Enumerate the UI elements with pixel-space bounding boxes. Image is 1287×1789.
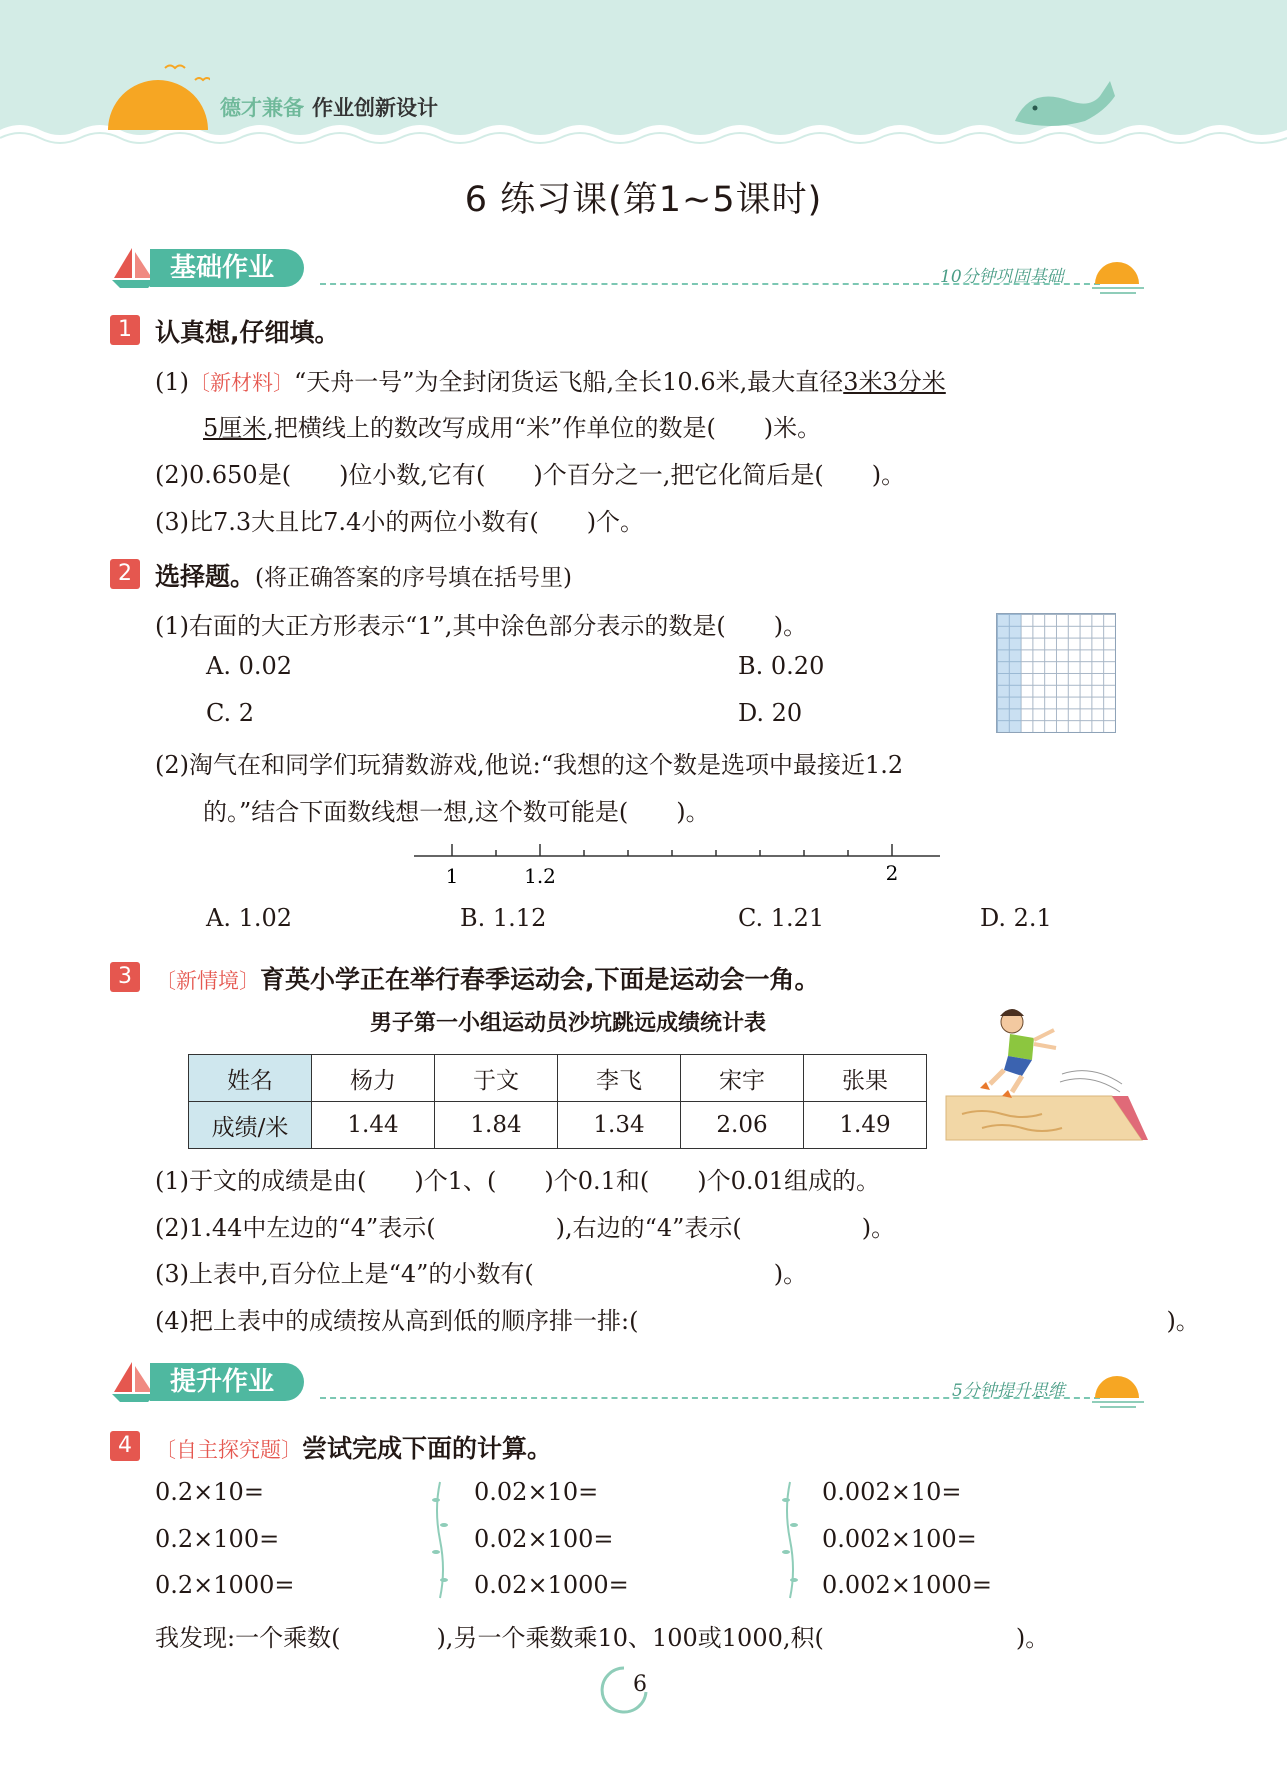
q2-option-c: C. 2 bbox=[206, 699, 255, 727]
calc-item: 0.002×1000= bbox=[822, 1571, 993, 1599]
score-table-title: 男子第一小组运动员沙坑跳远成绩统计表 bbox=[369, 1011, 766, 1036]
table-cell: 成绩/米 bbox=[189, 1102, 312, 1149]
q1-underlined-2: 5厘米 bbox=[203, 414, 267, 442]
sun-icon bbox=[100, 60, 210, 130]
section-advanced-label: 提升作业 bbox=[150, 1363, 304, 1401]
score-table bbox=[188, 1054, 927, 1149]
table-row bbox=[189, 1102, 927, 1149]
q2-part2-option-a: A. 1.02 bbox=[206, 904, 293, 932]
q1-part1-text: “天舟一号”为全封闭货运飞船,全长10.6米,最大直径 bbox=[294, 368, 844, 396]
q1-part2: (2)0.650是( )位小数,它有( )个百分之一,把它化简后是( )。 bbox=[155, 461, 906, 489]
calc-item: 0.02×100= bbox=[474, 1525, 614, 1553]
number-line bbox=[410, 832, 950, 892]
small-sun-icon bbox=[1090, 252, 1146, 296]
calc-item: 0.02×10= bbox=[474, 1478, 599, 1506]
table-cell: 张果 bbox=[804, 1055, 927, 1102]
q1-new-material-tag: 〔新材料〕 bbox=[189, 371, 294, 395]
q2-part2-option-d: D. 2.1 bbox=[980, 904, 1052, 932]
table-cell: 李飞 bbox=[558, 1055, 681, 1102]
calc-item: 0.002×100= bbox=[822, 1525, 977, 1553]
q2-option-d: D. 20 bbox=[738, 699, 803, 727]
number-line-label-1-2: 1.2 bbox=[524, 864, 556, 888]
q3-part1: (1)于文的成绩是由( )个1、( )个0.1和( )个0.01组成的。 bbox=[155, 1167, 881, 1195]
q3-title-text: 育英小学正在举行春季运动会,下面是运动会一角。 bbox=[260, 965, 820, 994]
q4-discovery: 我发现:一个乘数( ),另一个乘数乘10、100或1000,积( )。 bbox=[155, 1624, 1050, 1652]
q4-title-text: 尝试完成下面的计算。 bbox=[302, 1434, 553, 1463]
table-cell: 1.49 bbox=[804, 1102, 927, 1149]
vine-divider-icon bbox=[430, 1480, 450, 1600]
calc-item: 0.2×100= bbox=[155, 1525, 280, 1553]
table-row bbox=[189, 1055, 927, 1102]
q1-part1-prefix: (1) bbox=[155, 368, 189, 396]
small-sun-icon bbox=[1090, 1366, 1146, 1410]
brand-green-text: 德才兼备 bbox=[220, 96, 304, 120]
number-line-label-2: 2 bbox=[885, 861, 899, 885]
q1-part1-ending: ,把横线上的数改写成用“米”作单位的数是( )米。 bbox=[266, 414, 822, 442]
section-basic-label: 基础作业 bbox=[150, 249, 304, 287]
calc-item: 0.02×1000= bbox=[474, 1571, 629, 1599]
question-4-number: 4 bbox=[110, 1431, 140, 1461]
calc-item: 0.2×1000= bbox=[155, 1571, 295, 1599]
q3-part3: (3)上表中,百分位上是“4”的小数有( )。 bbox=[155, 1260, 808, 1288]
long-jump-illustration bbox=[942, 1004, 1148, 1144]
q4-self-explore-tag: 〔自主探究题〕 bbox=[155, 1438, 302, 1462]
page-number: 6 bbox=[633, 1672, 647, 1697]
q2-title-note: (将正确答案的序号填在括号里) bbox=[255, 565, 572, 591]
question-1-title: 认真想,仔细填。 bbox=[155, 318, 340, 347]
table-cell: 1.44 bbox=[312, 1102, 435, 1149]
question-3-title bbox=[155, 960, 820, 996]
question-2-title bbox=[155, 557, 572, 593]
q1-underlined-1: 3米3分米 bbox=[843, 368, 946, 396]
table-cell: 2.06 bbox=[681, 1102, 804, 1149]
question-4-title bbox=[155, 1429, 552, 1465]
table-cell: 姓名 bbox=[189, 1055, 312, 1102]
vine-divider-icon bbox=[780, 1480, 800, 1600]
q1-part1-line2 bbox=[203, 408, 821, 443]
table-cell: 1.84 bbox=[435, 1102, 558, 1149]
table-cell: 宋宇 bbox=[681, 1055, 804, 1102]
q1-part3: (3)比7.3大且比7.4小的两位小数有( )个。 bbox=[155, 508, 645, 536]
table-cell: 杨力 bbox=[312, 1055, 435, 1102]
question-1-number: 1 bbox=[110, 315, 140, 345]
section-basic-timer: 10分钟巩固基础 bbox=[940, 267, 1064, 287]
q3-part2: (2)1.44中左边的“4”表示( ),右边的“4”表示( )。 bbox=[155, 1214, 896, 1242]
q2-part2-line2: 的。”结合下面数线想一想,这个数可能是( )。 bbox=[203, 798, 710, 826]
q2-title-text: 选择题。 bbox=[155, 562, 256, 591]
q3-part4: (4)把上表中的成绩按从高到低的顺序排一排:( )。 bbox=[155, 1307, 1200, 1335]
table-cell: 于文 bbox=[435, 1055, 558, 1102]
q2-part2-option-c: C. 1.21 bbox=[738, 904, 825, 932]
brand bbox=[220, 92, 438, 122]
whale-icon bbox=[1010, 76, 1120, 131]
page-title: 6 练习课(第1~5课时) bbox=[464, 180, 823, 220]
number-line-label-1: 1 bbox=[445, 864, 459, 888]
question-3-number: 3 bbox=[110, 962, 140, 992]
hundred-grid-figure bbox=[996, 613, 1116, 733]
q2-option-a: A. 0.02 bbox=[206, 652, 293, 680]
q2-option-b: B. 0.20 bbox=[738, 652, 825, 680]
q2-part2-line1: (2)淘气在和同学们玩猜数游戏,他说:“我想的这个数是选项中最接近1.2 bbox=[155, 751, 904, 779]
calc-item: 0.002×10= bbox=[822, 1478, 962, 1506]
q1-part1-line1 bbox=[155, 362, 946, 397]
calc-item: 0.2×10= bbox=[155, 1478, 264, 1506]
q2-part2-option-b: B. 1.12 bbox=[460, 904, 547, 932]
grid-shaded-part bbox=[997, 614, 1021, 732]
q3-new-context-tag: 〔新情境〕 bbox=[155, 969, 260, 993]
question-2-number: 2 bbox=[110, 559, 140, 589]
brand-black-text: 作业创新设计 bbox=[312, 96, 438, 120]
section-advanced-timer: 5分钟提升思维 bbox=[952, 1381, 1065, 1401]
q2-part1: (1)右面的大正方形表示“1”,其中涂色部分表示的数是( )。 bbox=[155, 612, 808, 640]
table-cell: 1.34 bbox=[558, 1102, 681, 1149]
